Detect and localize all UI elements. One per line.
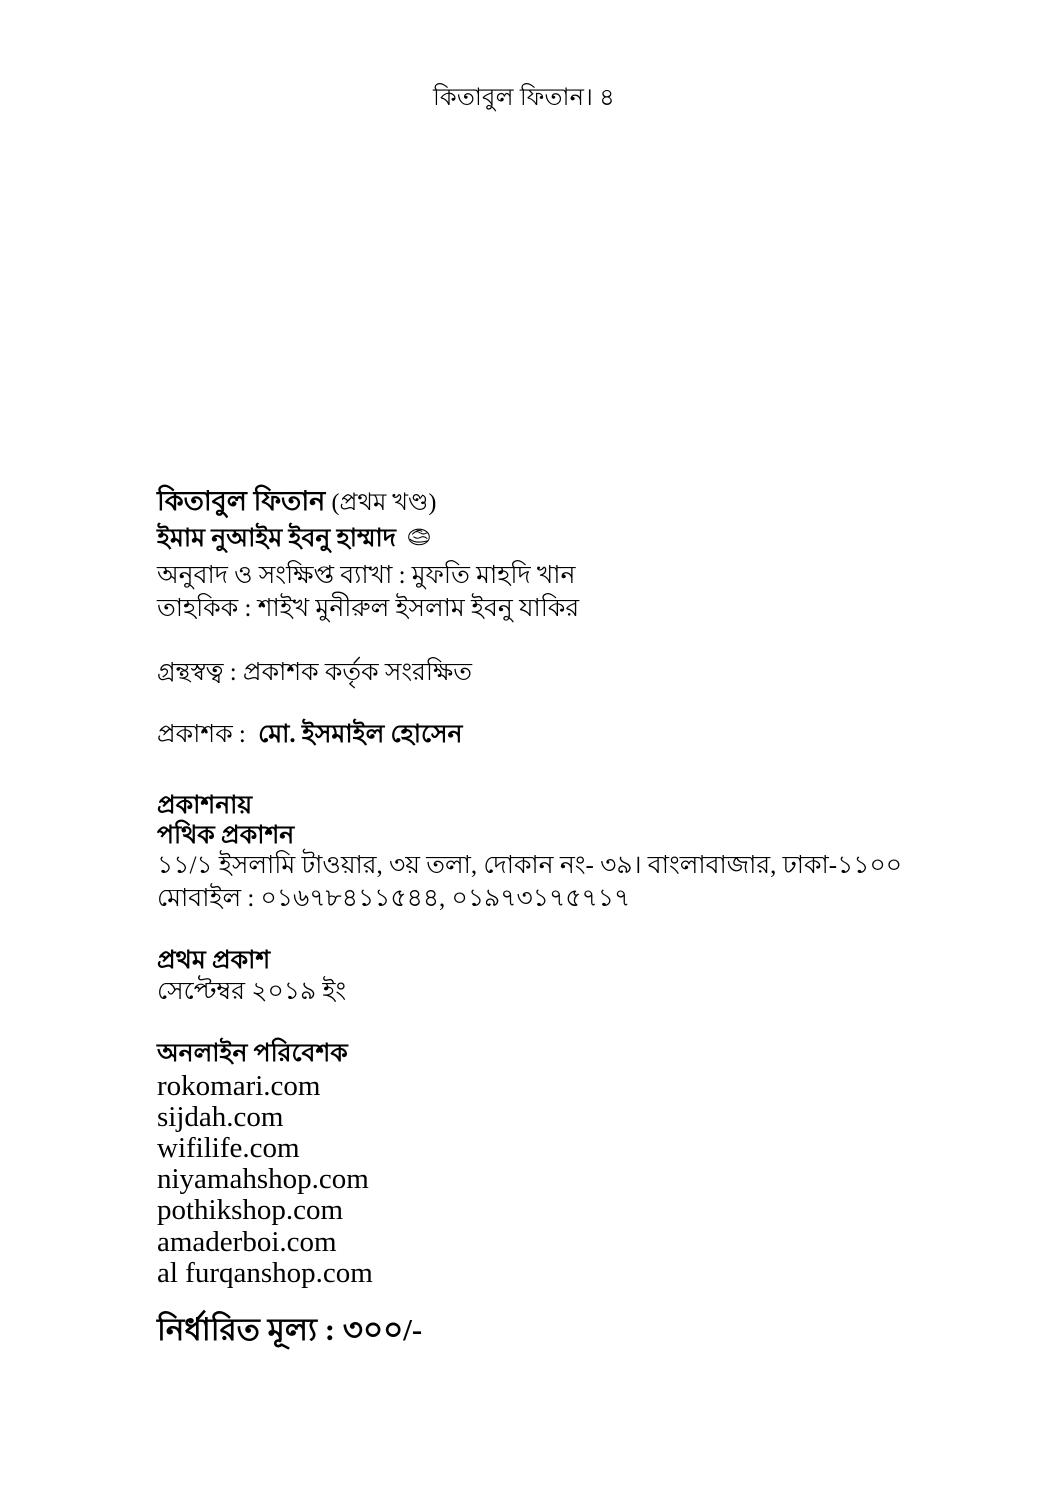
first-edition-date: সেপ্টেম্বর ২০১৯ ইং (157, 978, 347, 1005)
distributor-site: niyamahshop.com (157, 1163, 369, 1195)
distributor-site: al furqanshop.com (157, 1257, 373, 1289)
online-distributors-heading: অনলাইন পরিবেশক (157, 1040, 348, 1067)
publisher-line (157, 719, 462, 752)
translator-line: অনুবাদ ও সংক্ষিপ্ত ব্যাখা : মুফতি মাহদি খান (157, 562, 576, 589)
author-name: ইমাম নুআইম ইবনু হাম্মাদ (157, 525, 396, 552)
researcher-line: তাহকিক : শাইখ মুনীরুল ইসলাম ইবনু যাকির (157, 595, 580, 622)
publication-house-name: পথিক প্রকাশন (157, 822, 295, 849)
publisher-label: প্রকাশক : (157, 721, 246, 748)
running-header: কিতাবুল ফিতান। ৪ (433, 85, 615, 111)
distributor-site: pothikshop.com (157, 1194, 344, 1226)
publication-heading: প্রকাশনায় (157, 792, 253, 819)
copyright-line: গ্রন্থস্বত্ব : প্রকাশক কর্তৃক সংরক্ষিত (157, 659, 473, 686)
author-line (157, 522, 434, 557)
distributor-site: amaderboi.com (157, 1226, 337, 1258)
rahimahullah-calligraphy-icon (404, 524, 434, 559)
distributor-site: sijdah.com (157, 1101, 284, 1133)
book-title-volume: (প্রথম খণ্ড) (331, 490, 437, 516)
publisher-name: মো. ইসমাইল হোসেন (258, 721, 463, 748)
distributor-site: rokomari.com (157, 1070, 321, 1102)
book-title: কিতাবুল ফিতান (157, 486, 326, 516)
first-edition-heading: প্রথম প্রকাশ (157, 947, 271, 974)
publication-mobile: মোবাইল : ০১৬৭৮৪১১৫৪৪, ০১৯৭৩১৭৫৭১৭ (157, 885, 631, 912)
publication-address: ১১/১ ইসলামি টাওয়ার, ৩য় তলা, দোকান নং- ৩৯। বাংলাবাজার, ঢাকা-১১০০ (157, 852, 903, 879)
book-title-line (157, 484, 436, 520)
distributor-site: wifilife.com (157, 1132, 300, 1164)
price-line: নির্ধারিত মূল্য : ৩০০/- (157, 1312, 423, 1347)
